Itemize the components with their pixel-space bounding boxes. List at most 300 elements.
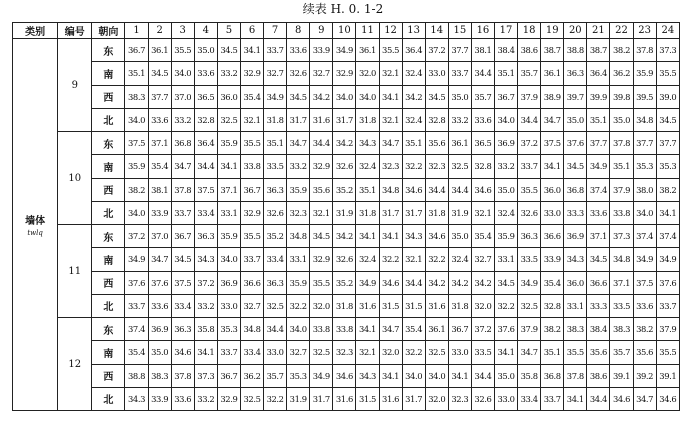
value-cell: 37.7 [656, 132, 679, 155]
value-cell: 32.5 [518, 294, 541, 317]
category-label: 墙体 [25, 216, 46, 227]
value-cell: 34.7 [379, 132, 402, 155]
value-cell: 32.7 [264, 62, 287, 85]
value-cell: 31.8 [425, 201, 448, 224]
value-cell: 32.3 [448, 387, 471, 410]
table-row [13, 108, 680, 131]
data-table [12, 22, 680, 411]
value-cell: 31.6 [333, 387, 356, 410]
table-row [13, 294, 680, 317]
value-cell: 32.4 [356, 248, 379, 271]
value-cell: 33.0 [264, 341, 287, 364]
value-cell: 38.4 [494, 39, 517, 62]
value-cell: 35.1 [402, 132, 425, 155]
value-cell: 33.8 [333, 318, 356, 341]
value-cell: 37.6 [125, 271, 148, 294]
value-cell: 37.6 [148, 271, 171, 294]
value-cell: 31.7 [402, 201, 425, 224]
value-cell: 33.5 [264, 155, 287, 178]
value-cell: 34.8 [610, 248, 633, 271]
value-cell: 34.7 [148, 248, 171, 271]
value-cell: 32.6 [333, 155, 356, 178]
value-cell: 34.2 [448, 271, 471, 294]
value-cell: 34.9 [310, 364, 333, 387]
value-cell: 35.7 [518, 62, 541, 85]
value-cell: 36.5 [471, 132, 494, 155]
value-cell: 36.7 [171, 225, 194, 248]
value-cell: 35.9 [125, 155, 148, 178]
value-cell: 31.7 [287, 108, 310, 131]
value-cell: 32.0 [425, 387, 448, 410]
value-cell: 36.1 [541, 62, 564, 85]
value-cell: 32.6 [287, 62, 310, 85]
value-cell: 32.1 [379, 108, 402, 131]
value-cell: 37.8 [171, 364, 194, 387]
value-cell: 38.9 [541, 85, 564, 108]
value-cell: 33.0 [494, 387, 517, 410]
value-cell: 35.9 [494, 225, 517, 248]
value-cell: 34.4 [587, 387, 610, 410]
value-cell: 31.7 [333, 108, 356, 131]
value-cell: 35.9 [217, 225, 240, 248]
header-hour: 6 [240, 23, 263, 39]
value-cell: 35.6 [425, 132, 448, 155]
value-cell: 34.1 [356, 318, 379, 341]
header-hour: 9 [310, 23, 333, 39]
orientation-cell: 南 [92, 248, 125, 271]
value-cell: 38.6 [518, 39, 541, 62]
value-cell: 35.8 [194, 318, 217, 341]
value-cell: 33.3 [564, 201, 587, 224]
header-hour: 17 [494, 23, 517, 39]
value-cell: 38.2 [541, 318, 564, 341]
value-cell: 36.7 [494, 85, 517, 108]
orientation-cell: 西 [92, 178, 125, 201]
value-cell: 34.6 [171, 341, 194, 364]
value-cell: 33.7 [264, 39, 287, 62]
value-cell: 33.8 [310, 318, 333, 341]
orientation-cell: 北 [92, 108, 125, 131]
value-cell: 34.6 [471, 178, 494, 201]
value-cell: 34.7 [518, 341, 541, 364]
value-cell: 33.0 [448, 341, 471, 364]
header-hour: 24 [656, 23, 679, 39]
value-cell: 31.9 [287, 387, 310, 410]
value-cell: 34.3 [125, 387, 148, 410]
value-cell: 34.7 [541, 108, 564, 131]
value-cell: 33.6 [633, 294, 656, 317]
value-cell: 34.8 [379, 178, 402, 201]
value-cell: 33.1 [217, 201, 240, 224]
value-cell: 32.7 [471, 248, 494, 271]
value-cell: 33.6 [587, 201, 610, 224]
header-hour: 16 [471, 23, 494, 39]
header-hour: 13 [402, 23, 425, 39]
value-cell: 33.9 [148, 201, 171, 224]
value-cell: 36.4 [194, 132, 217, 155]
value-cell: 37.9 [656, 318, 679, 341]
value-cell: 39.8 [610, 85, 633, 108]
value-cell: 32.4 [402, 62, 425, 85]
value-cell: 32.0 [310, 294, 333, 317]
value-cell: 34.2 [333, 225, 356, 248]
value-cell: 35.9 [287, 178, 310, 201]
value-cell: 35.0 [494, 178, 517, 201]
orientation-cell: 西 [92, 85, 125, 108]
value-cell: 32.5 [264, 294, 287, 317]
value-cell: 31.5 [402, 294, 425, 317]
value-cell: 33.2 [194, 387, 217, 410]
value-cell: 33.1 [494, 248, 517, 271]
value-cell: 39.0 [656, 85, 679, 108]
value-cell: 31.5 [356, 387, 379, 410]
value-cell: 33.6 [287, 39, 310, 62]
value-cell: 32.5 [217, 108, 240, 131]
value-cell: 33.2 [448, 108, 471, 131]
value-cell: 37.3 [194, 364, 217, 387]
value-cell: 36.4 [402, 39, 425, 62]
header-hour: 10 [333, 23, 356, 39]
value-cell: 35.3 [633, 155, 656, 178]
value-cell: 34.4 [471, 62, 494, 85]
value-cell: 35.4 [541, 271, 564, 294]
value-cell: 31.6 [310, 108, 333, 131]
value-cell: 37.5 [194, 178, 217, 201]
value-cell: 32.8 [194, 108, 217, 131]
value-cell: 35.8 [518, 364, 541, 387]
value-cell: 32.9 [217, 387, 240, 410]
value-cell: 32.2 [264, 387, 287, 410]
value-cell: 34.6 [656, 387, 679, 410]
value-cell: 33.9 [541, 248, 564, 271]
header-hour: 18 [518, 23, 541, 39]
value-cell: 37.8 [610, 132, 633, 155]
value-cell: 31.9 [333, 201, 356, 224]
value-cell: 33.7 [518, 155, 541, 178]
value-cell: 36.3 [518, 225, 541, 248]
value-cell: 32.2 [379, 248, 402, 271]
value-cell: 34.0 [425, 364, 448, 387]
value-cell: 33.6 [171, 387, 194, 410]
value-cell: 33.5 [518, 248, 541, 271]
value-cell: 35.5 [379, 39, 402, 62]
header-category: 类别 [13, 23, 58, 39]
value-cell: 33.4 [194, 201, 217, 224]
value-cell: 36.8 [171, 132, 194, 155]
value-cell: 32.9 [333, 62, 356, 85]
value-cell: 35.5 [518, 178, 541, 201]
value-cell: 33.9 [148, 387, 171, 410]
value-cell: 34.1 [379, 225, 402, 248]
value-cell: 36.2 [610, 62, 633, 85]
value-cell: 35.3 [217, 318, 240, 341]
value-cell: 32.8 [541, 294, 564, 317]
table-row [13, 341, 680, 364]
value-cell: 36.5 [194, 85, 217, 108]
value-cell: 37.7 [587, 132, 610, 155]
value-cell: 37.1 [587, 225, 610, 248]
value-cell: 35.3 [656, 155, 679, 178]
value-cell: 34.5 [494, 271, 517, 294]
value-cell: 36.3 [171, 318, 194, 341]
value-cell: 34.0 [287, 318, 310, 341]
value-cell: 34.9 [264, 85, 287, 108]
value-cell: 34.9 [656, 248, 679, 271]
value-cell: 39.9 [587, 85, 610, 108]
value-cell: 34.6 [402, 178, 425, 201]
orientation-cell: 北 [92, 294, 125, 317]
value-cell: 39.5 [633, 85, 656, 108]
value-cell: 33.7 [448, 62, 471, 85]
table-row [13, 271, 680, 294]
value-cell: 32.0 [356, 62, 379, 85]
value-cell: 34.2 [471, 271, 494, 294]
value-cell: 33.5 [610, 294, 633, 317]
value-cell: 34.4 [310, 132, 333, 155]
table-row [13, 39, 680, 62]
value-cell: 34.4 [471, 364, 494, 387]
value-cell: 37.2 [425, 39, 448, 62]
value-cell: 36.7 [125, 39, 148, 62]
value-cell: 37.7 [148, 85, 171, 108]
value-cell: 34.0 [402, 364, 425, 387]
value-cell: 39.2 [633, 364, 656, 387]
value-cell: 32.4 [494, 201, 517, 224]
value-cell: 37.7 [448, 39, 471, 62]
value-cell: 36.0 [541, 178, 564, 201]
value-cell: 38.8 [125, 364, 148, 387]
value-cell: 34.9 [587, 155, 610, 178]
value-cell: 39.1 [610, 364, 633, 387]
value-cell: 37.8 [171, 178, 194, 201]
value-cell: 37.6 [564, 132, 587, 155]
value-cell: 32.5 [240, 387, 263, 410]
value-cell: 34.5 [564, 155, 587, 178]
value-cell: 36.1 [425, 318, 448, 341]
value-cell: 37.4 [587, 178, 610, 201]
value-cell: 32.0 [471, 294, 494, 317]
value-cell: 31.6 [356, 294, 379, 317]
value-cell: 34.9 [518, 271, 541, 294]
value-cell: 37.2 [471, 318, 494, 341]
value-cell: 32.4 [448, 248, 471, 271]
value-cell: 33.4 [240, 341, 263, 364]
value-cell: 32.7 [287, 341, 310, 364]
header-hour: 12 [379, 23, 402, 39]
value-cell: 33.3 [587, 294, 610, 317]
value-cell: 35.1 [610, 155, 633, 178]
orientation-cell: 南 [92, 155, 125, 178]
value-cell: 31.7 [402, 387, 425, 410]
value-cell: 37.1 [610, 271, 633, 294]
table-row [13, 85, 680, 108]
value-cell: 32.5 [310, 341, 333, 364]
header-hour: 23 [633, 23, 656, 39]
value-cell: 34.9 [125, 248, 148, 271]
orientation-cell: 东 [92, 225, 125, 248]
orientation-cell: 北 [92, 387, 125, 410]
value-cell: 33.7 [240, 248, 263, 271]
value-cell: 35.2 [333, 178, 356, 201]
value-cell: 36.1 [448, 132, 471, 155]
value-cell: 34.1 [379, 364, 402, 387]
value-cell: 34.0 [125, 108, 148, 131]
orientation-cell: 东 [92, 132, 125, 155]
value-cell: 33.6 [148, 108, 171, 131]
value-cell: 33.2 [287, 155, 310, 178]
table-row [13, 248, 680, 271]
value-cell: 31.5 [379, 294, 402, 317]
table-title: 续表 H. 0. 1-2 [302, 2, 384, 16]
value-cell: 34.1 [656, 201, 679, 224]
header-hour: 22 [610, 23, 633, 39]
value-cell: 32.5 [425, 341, 448, 364]
value-cell: 34.9 [356, 271, 379, 294]
value-cell: 32.5 [448, 155, 471, 178]
value-cell: 34.4 [402, 271, 425, 294]
value-cell: 33.6 [148, 294, 171, 317]
value-cell: 34.0 [633, 201, 656, 224]
value-cell: 34.4 [425, 178, 448, 201]
value-cell: 31.7 [379, 201, 402, 224]
orientation-cell: 东 [92, 318, 125, 341]
value-cell: 36.0 [564, 271, 587, 294]
table-row [13, 225, 680, 248]
value-cell: 33.7 [217, 341, 240, 364]
value-cell: 34.7 [633, 387, 656, 410]
value-cell: 34.4 [264, 318, 287, 341]
header-hour: 7 [264, 23, 287, 39]
value-cell: 37.0 [171, 85, 194, 108]
value-cell: 36.1 [356, 39, 379, 62]
value-cell: 35.0 [448, 85, 471, 108]
value-cell: 32.9 [310, 248, 333, 271]
value-cell: 34.9 [633, 248, 656, 271]
value-cell: 35.0 [494, 364, 517, 387]
value-cell: 36.7 [240, 178, 263, 201]
value-cell: 35.9 [633, 62, 656, 85]
value-cell: 34.6 [333, 364, 356, 387]
value-cell: 36.3 [194, 225, 217, 248]
value-cell: 36.9 [148, 318, 171, 341]
orientation-cell: 南 [92, 62, 125, 85]
value-cell: 33.1 [287, 248, 310, 271]
value-cell: 32.2 [494, 294, 517, 317]
value-cell: 38.3 [564, 318, 587, 341]
value-cell: 31.8 [356, 108, 379, 131]
value-cell: 37.2 [518, 132, 541, 155]
value-cell: 34.3 [402, 225, 425, 248]
value-cell: 33.4 [518, 387, 541, 410]
value-cell: 32.8 [425, 108, 448, 131]
value-cell: 35.4 [240, 85, 263, 108]
value-cell: 36.1 [148, 39, 171, 62]
value-cell: 36.9 [217, 271, 240, 294]
header-hour: 14 [425, 23, 448, 39]
value-cell: 34.0 [217, 248, 240, 271]
value-cell: 31.8 [264, 108, 287, 131]
header-hour: 21 [587, 23, 610, 39]
value-cell: 35.1 [356, 178, 379, 201]
header-number: 编号 [58, 23, 92, 39]
value-cell: 37.6 [656, 271, 679, 294]
header-hour: 5 [217, 23, 240, 39]
value-cell: 37.5 [171, 271, 194, 294]
value-cell: 35.4 [471, 225, 494, 248]
value-cell: 34.3 [356, 364, 379, 387]
value-cell: 32.1 [240, 108, 263, 131]
table-body [13, 39, 680, 411]
value-cell: 36.6 [541, 225, 564, 248]
value-cell: 33.7 [125, 294, 148, 317]
value-cell: 34.2 [333, 132, 356, 155]
value-cell: 34.5 [587, 248, 610, 271]
value-cell: 38.3 [125, 85, 148, 108]
value-cell: 38.6 [587, 364, 610, 387]
value-cell: 36.6 [587, 271, 610, 294]
value-cell: 35.6 [587, 341, 610, 364]
value-cell: 34.6 [379, 271, 402, 294]
table-row [13, 132, 680, 155]
value-cell: 31.6 [425, 294, 448, 317]
value-cell: 35.0 [564, 108, 587, 131]
value-cell: 34.9 [333, 39, 356, 62]
value-cell: 38.7 [587, 39, 610, 62]
group-number: 9 [58, 39, 92, 132]
value-cell: 38.2 [610, 39, 633, 62]
group-number: 11 [58, 225, 92, 318]
value-cell: 37.4 [633, 225, 656, 248]
value-cell: 38.8 [564, 39, 587, 62]
value-cell: 32.1 [402, 248, 425, 271]
header-row [13, 23, 680, 39]
value-cell: 34.5 [148, 62, 171, 85]
value-cell: 34.5 [310, 225, 333, 248]
value-cell: 33.6 [471, 108, 494, 131]
value-cell: 32.3 [379, 155, 402, 178]
value-cell: 38.7 [541, 39, 564, 62]
value-cell: 32.1 [471, 201, 494, 224]
value-cell: 38.1 [148, 178, 171, 201]
header-hour: 3 [171, 23, 194, 39]
value-cell: 37.5 [541, 132, 564, 155]
value-cell: 36.7 [448, 318, 471, 341]
value-cell: 32.4 [356, 155, 379, 178]
value-cell: 32.9 [310, 155, 333, 178]
value-cell: 32.1 [379, 62, 402, 85]
value-cell: 35.2 [333, 271, 356, 294]
table-row [13, 155, 680, 178]
value-cell: 34.0 [333, 85, 356, 108]
value-cell: 33.2 [217, 62, 240, 85]
value-cell: 36.3 [564, 62, 587, 85]
group-number: 10 [58, 132, 92, 225]
value-cell: 34.1 [217, 155, 240, 178]
value-cell: 37.9 [610, 178, 633, 201]
value-cell: 32.9 [240, 62, 263, 85]
value-cell: 34.8 [633, 108, 656, 131]
value-cell: 34.1 [240, 39, 263, 62]
group-number: 12 [58, 318, 92, 411]
orientation-cell: 东 [92, 39, 125, 62]
value-cell: 33.9 [310, 39, 333, 62]
value-cell: 37.5 [633, 271, 656, 294]
value-cell: 37.5 [125, 132, 148, 155]
value-cell: 32.7 [310, 62, 333, 85]
value-cell: 32.3 [287, 201, 310, 224]
value-cell: 32.9 [240, 201, 263, 224]
value-cell: 35.2 [264, 225, 287, 248]
